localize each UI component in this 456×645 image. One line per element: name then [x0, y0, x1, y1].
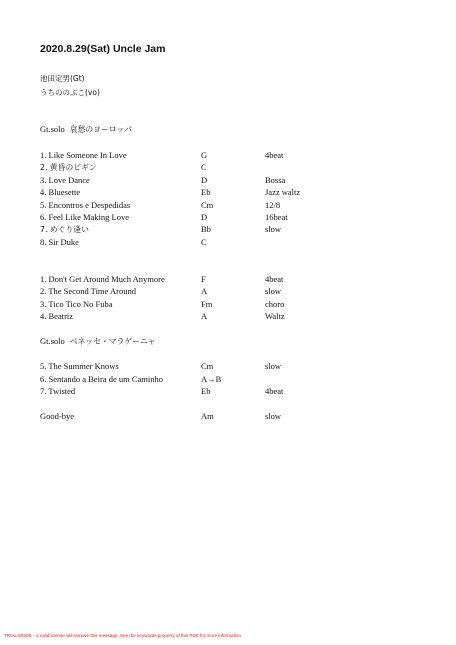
song-feel: Bossa — [265, 174, 286, 185]
song-title: 2. 黄昏のビギン — [40, 163, 97, 173]
song-title: 1. Like Someone In Love — [40, 150, 127, 160]
solo-piece: ベネッセ・マラゲーニャ — [69, 337, 156, 346]
song-key: D — [201, 212, 208, 222]
song-title: 7. めぐり逢い — [40, 225, 89, 235]
performer-guitar: 池田定男(Gt) — [40, 74, 85, 83]
song-key: Eb — [201, 187, 211, 198]
song-title: 8. Sir Duke — [40, 236, 79, 247]
song-feel: choro — [265, 298, 285, 309]
song-feel: 16beat — [265, 212, 288, 222]
solo-label: Gt.solo — [40, 124, 65, 134]
song-feel: slow — [265, 411, 282, 421]
song-key: Cm — [201, 199, 214, 210]
song-key: A — [201, 310, 208, 321]
song-key: D — [201, 174, 208, 185]
song-key: G — [201, 150, 208, 160]
song-key: F — [201, 274, 206, 284]
song-title: 5. Encontros e Despedidas — [40, 199, 131, 210]
song-feel: 12/8 — [265, 199, 281, 210]
song-key: Eb — [201, 386, 211, 397]
song-title: 6. Feel Like Making Love — [40, 212, 129, 222]
song-key: C — [201, 162, 207, 173]
song-title: 2. The Second Time Around — [40, 286, 136, 297]
song-feel: 4beat — [265, 150, 284, 160]
song-title: 1. Don't Get Around Much Anymore — [40, 274, 165, 284]
song-key: C — [201, 236, 207, 247]
song-title: 7. Twisted — [40, 386, 76, 397]
song-key: Cm — [201, 361, 214, 371]
song-key: A→B — [201, 373, 222, 384]
song-title: 5. The Summer Knows — [40, 361, 119, 371]
trial-mode-notice: TRIAL MODE - a valid license will remove this message. See the keywords property of this PDF for more information. — [4, 633, 243, 638]
song-feel: 4beat — [265, 274, 284, 284]
song-title: 6. Sentando a Beira de um Caminho — [40, 373, 163, 384]
song-title: 3. Tico Tico No Fuba — [40, 298, 113, 309]
solo-label: Gt.solo — [40, 336, 65, 346]
song-key: A — [201, 286, 208, 297]
song-feel: 4beat — [265, 386, 284, 397]
song-feel: Waltz — [265, 310, 285, 321]
song-title: 3. Love Dance — [40, 174, 90, 185]
song-feel: slow — [265, 286, 282, 297]
guitar-solo-heading-1 — [40, 124, 132, 135]
song-title: 4. Beatriz — [40, 310, 74, 321]
song-key: Fm — [201, 298, 213, 309]
page-title: 2020.8.29(Sat) Uncle Jam — [40, 43, 166, 55]
song-title: 4. Bluesette — [40, 187, 81, 198]
song-feel: slow — [265, 224, 282, 235]
performer-vocal: うちののぶこ(vo) — [40, 88, 100, 97]
song-feel: Jazz waltz — [265, 187, 301, 198]
song-title: Good-bye — [40, 411, 74, 421]
song-key: Am — [201, 411, 214, 421]
song-feel: slow — [265, 361, 282, 371]
guitar-solo-heading-2 — [40, 336, 156, 347]
solo-piece: 哀愁のヨーロッパ — [69, 125, 133, 134]
song-key: Bb — [201, 224, 211, 235]
